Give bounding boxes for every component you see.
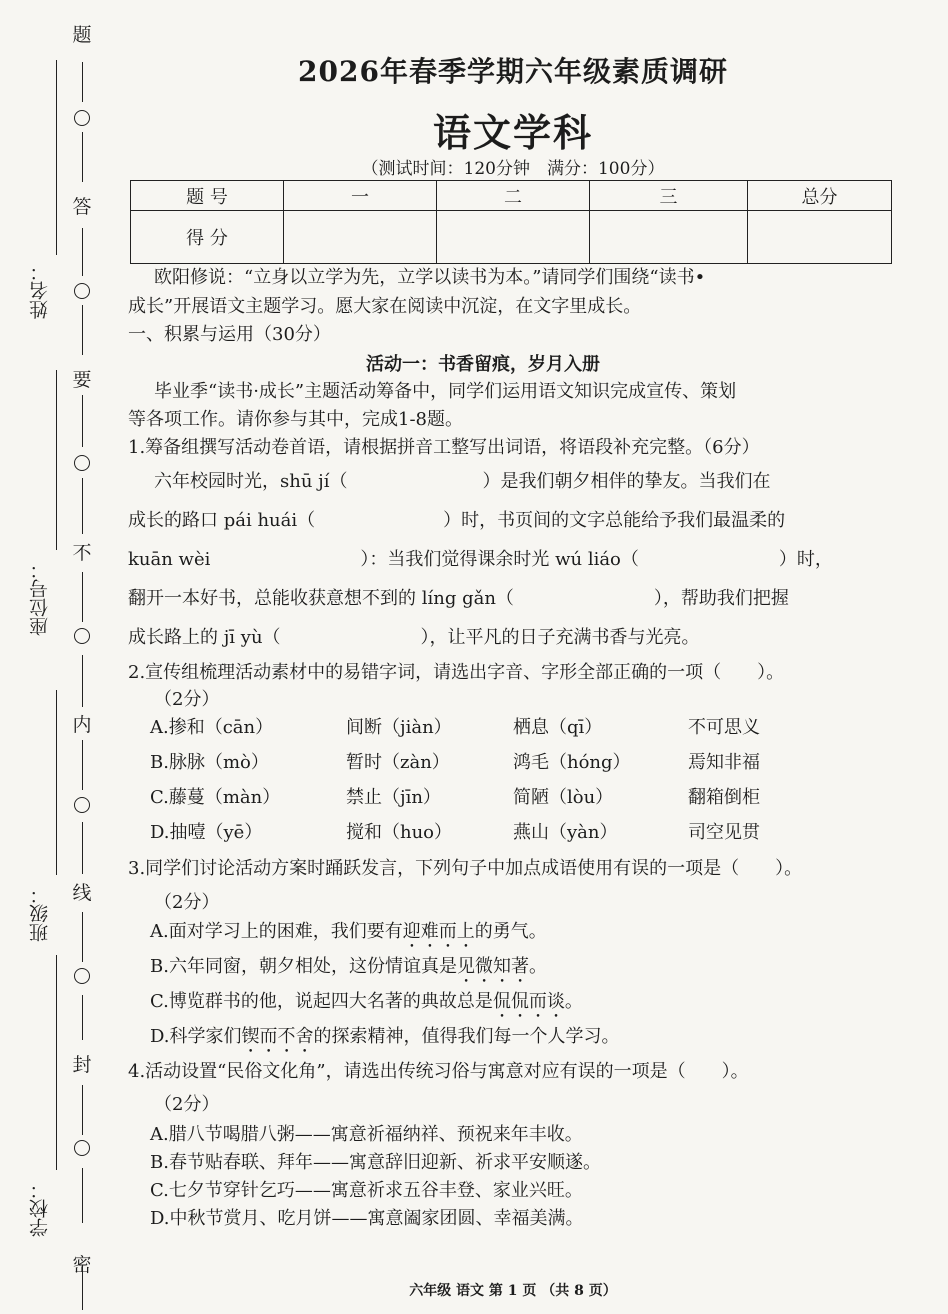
- seal-char: 答: [72, 196, 92, 218]
- seal-circle: [74, 110, 90, 126]
- score-header: 二: [437, 181, 590, 211]
- q3-idiom: 迎难而上: [402, 921, 475, 942]
- q4-option-b[interactable]: B.春节贴春联、拜年——寓意辞旧迎新、祈求平安顺遂。: [150, 1152, 601, 1173]
- score-header: 一: [284, 181, 437, 211]
- q2-option-c[interactable]: C.藤蔓（màn）: [150, 787, 281, 808]
- seal-char: 要: [72, 369, 92, 391]
- score-header: 题 号: [131, 181, 284, 211]
- q3-idiom: 侃侃而谈: [492, 991, 565, 1012]
- name-line[interactable]: [56, 60, 57, 255]
- seal-char: 封: [72, 1054, 92, 1076]
- score-cell[interactable]: [437, 211, 590, 264]
- q3-idiom: 锲而不舍: [241, 1026, 314, 1047]
- q1-text: ）时，书页间的文字总能给予我们最温柔的: [443, 510, 786, 531]
- seat-number-line[interactable]: [56, 370, 57, 550]
- q2-option-b: 鸿毛（hóng）: [513, 752, 631, 773]
- score-cell[interactable]: [748, 211, 892, 264]
- q1-text: kuān wèi: [128, 549, 211, 570]
- q1-text: 翻开一本好书，总能收获意想不到的 líng gǎn（: [128, 588, 514, 609]
- q1-line: [128, 623, 700, 649]
- name-label: 姓名：: [29, 262, 51, 319]
- q4-option-c[interactable]: C.七夕节穿针乞巧——寓意祈求五谷丰登、家业兴旺。: [150, 1180, 583, 1201]
- q2-option-a: 不可思义: [688, 717, 760, 738]
- seal-char: 密: [72, 1254, 92, 1276]
- seal-line: [82, 228, 83, 276]
- school-line[interactable]: [56, 955, 57, 1170]
- seal-circle: [74, 628, 90, 644]
- q2-option-c: 简陋（lòu）: [513, 787, 614, 808]
- q3-option-text: C.博览群书的他，说起四大名著的典故总是: [150, 991, 493, 1012]
- q3-option-text: 。: [528, 956, 547, 977]
- activity-heading: 活动一：书香留痕，岁月入册: [366, 354, 600, 375]
- subject-title: 语文学科: [432, 110, 593, 155]
- q3-idiom: 见微知著: [456, 956, 529, 977]
- q1-text: 六年校园时光，shū jí（: [154, 471, 348, 492]
- seal-char: 线: [72, 882, 92, 904]
- question-4-stem: 4.活动设置“民俗文化角”，请选出传统习俗与寓意对应有误的一项是（ ）。: [128, 1061, 749, 1082]
- binding-strip: [0, 0, 110, 1314]
- q2-option-a: 间断（jiàn）: [346, 717, 452, 738]
- score-cell[interactable]: [590, 211, 748, 264]
- seal-line: [82, 305, 83, 355]
- q3-option-a[interactable]: [150, 917, 547, 952]
- q2-option-b[interactable]: B.脉脉（mò）: [150, 752, 269, 773]
- seal-char: 不: [72, 542, 92, 564]
- seal-circle: [74, 797, 90, 813]
- question-3-stem: 3.同学们讨论活动方案时踊跃发言，下列句子中加点成语使用有误的一项是（ ）。: [128, 858, 803, 879]
- seal-line: [82, 1168, 83, 1223]
- intro-line: 成长”开展语文主题学习。愿大家在阅读中沉淀，在文字里成长。: [128, 296, 642, 317]
- q1-text: ）是我们朝夕相伴的挚友。当我们在: [482, 471, 771, 492]
- class-line[interactable]: [56, 690, 57, 875]
- q2-option-b: 暂时（zàn）: [346, 752, 450, 773]
- question-3-points: （2分）: [154, 892, 220, 913]
- question-2-stem: 2.宣传组梳理活动素材中的易错字词，请选出字音、字形全部正确的一项（ ）。: [128, 662, 785, 683]
- q2-option-d[interactable]: D.抽噎（yē）: [150, 822, 263, 843]
- question-2-points: （2分）: [154, 689, 220, 710]
- q3-option-d[interactable]: [150, 1022, 620, 1057]
- score-header: 总分: [748, 181, 892, 211]
- section-heading: 一、积累与运用（30分）: [128, 324, 331, 345]
- seal-line: [82, 132, 83, 182]
- score-cell[interactable]: [284, 211, 437, 264]
- question-4-points: （2分）: [154, 1094, 220, 1115]
- q1-text: 成长的路口 pái huái（: [128, 510, 316, 531]
- q3-option-text: B.六年同窗，朝夕相处，这份情谊真是: [150, 956, 457, 977]
- q2-option-a: 栖息（qī）: [513, 717, 603, 738]
- exam-info: （测试时间：120分钟 满分：100分）: [361, 159, 665, 179]
- score-row-label: 得 分: [131, 211, 284, 264]
- q3-option-text: A.面对学习上的困难，我们要有: [150, 921, 403, 942]
- q3-option-text: 。: [564, 991, 583, 1012]
- activity-intro: 等各项工作。请你参与其中，完成1-8题。: [128, 409, 463, 430]
- seal-circle: [74, 283, 90, 299]
- score-table: [130, 180, 892, 264]
- q4-option-a[interactable]: A.腊八节喝腊八粥——寓意祈福纳祥、预祝来年丰收。: [150, 1124, 583, 1145]
- score-header: 三: [590, 181, 748, 211]
- q4-option-d[interactable]: D.中秋节赏月、吃月饼——寓意阖家团圆、幸福美满。: [150, 1208, 584, 1229]
- exam-title: 2026年春季学期六年级素质调研: [298, 55, 728, 88]
- q1-line: [128, 506, 785, 532]
- seal-line: [82, 62, 83, 102]
- q1-line: [128, 584, 789, 610]
- seal-circle: [74, 1140, 90, 1156]
- school-label: 学校：: [29, 1180, 51, 1237]
- q1-text: ），帮助我们把握: [653, 588, 789, 609]
- q1-text: ），让平凡的日子充满书香与光亮。: [420, 627, 700, 648]
- seal-line: [82, 478, 83, 534]
- seal-line: [82, 822, 83, 874]
- q2-option-c: 翻箱倒柜: [688, 787, 760, 808]
- seal-line: [82, 395, 83, 447]
- q3-option-text: D.科学家们: [150, 1026, 242, 1047]
- q1-text: 成长路上的 jī yù（: [128, 627, 281, 648]
- page-footer: 六年级 语文 第 1 页 （共 8 页）: [409, 1283, 617, 1299]
- q2-option-d: 搅和（huo）: [346, 822, 453, 843]
- q2-option-d: 燕山（yàn）: [513, 822, 618, 843]
- seat-number-label: 座位号：: [29, 560, 51, 636]
- q2-option-d: 司空见贯: [688, 822, 760, 843]
- q2-option-c: 禁止（jīn）: [346, 787, 441, 808]
- q3-option-b[interactable]: [150, 952, 547, 987]
- seal-line: [82, 1085, 83, 1135]
- class-label: 班级：: [29, 885, 51, 942]
- q1-text: ）时，: [778, 549, 833, 570]
- q1-text: ）：当我们觉得课余时光 wú liáo（: [360, 549, 639, 570]
- q2-option-a[interactable]: A.掺和（cān）: [150, 717, 274, 738]
- question-1-stem: 1.筹备组撰写活动卷首语，请根据拼音工整写出词语，将语段补充完整。（6分）: [128, 437, 760, 458]
- q3-option-c[interactable]: [150, 987, 583, 1022]
- seal-line: [82, 995, 83, 1040]
- q3-option-text: 的勇气。: [474, 921, 547, 942]
- seal-char: 内: [72, 714, 92, 736]
- q3-option-text: 的探索精神，值得我们每一个人学习。: [313, 1026, 620, 1047]
- seal-char: 题: [72, 24, 92, 46]
- q2-option-b: 焉知非福: [688, 752, 760, 773]
- intro-line: 欧阳修说：“立身以立学为先，立学以读书为本。”请同学们围绕“读书•: [154, 267, 706, 288]
- seal-line: [82, 740, 83, 790]
- seal-circle: [74, 455, 90, 471]
- activity-intro: 毕业季“读书·成长”主题活动筹备中，同学们运用语文知识完成宣传、策划: [154, 381, 737, 402]
- seal-circle: [74, 968, 90, 984]
- seal-line: [82, 655, 83, 707]
- q1-line: [154, 467, 770, 493]
- q1-line: [128, 545, 833, 571]
- seal-line: [82, 572, 83, 622]
- seal-line: [82, 912, 83, 962]
